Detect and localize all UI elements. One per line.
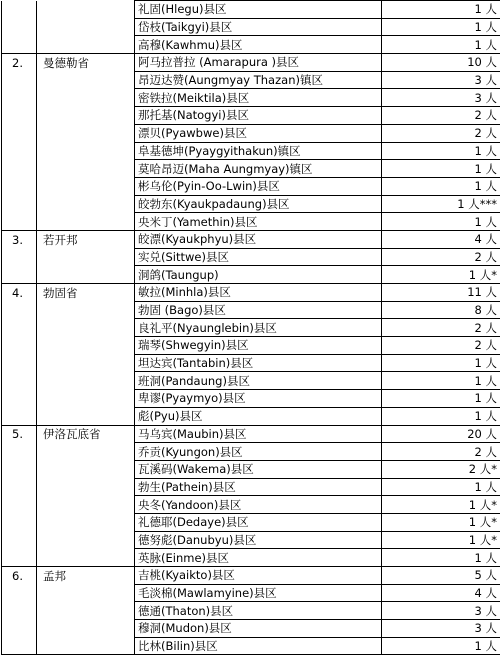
table-row [2, 337, 500, 355]
row-number [2, 620, 37, 638]
person-count: 2 人 [382, 337, 500, 355]
province-name [37, 460, 135, 478]
person-count: 5 人 [382, 567, 500, 585]
person-count: 3 人 [382, 71, 500, 89]
row-number [2, 71, 37, 89]
row-number [2, 513, 37, 531]
table-row [2, 407, 500, 425]
row-number: 3. [2, 230, 37, 248]
row-number [2, 531, 37, 549]
district-name: 德努彪(Danubyu)县区 [135, 531, 382, 549]
person-count: 1 人* [382, 266, 500, 284]
row-number [2, 584, 37, 602]
person-count: 2 人* [382, 460, 500, 478]
district-name: 毛淡棉(Mawlamyine)县区 [135, 584, 382, 602]
table-body [2, 1, 500, 655]
row-number [2, 637, 37, 655]
district-name: 阿马拉普拉 (Amarapura )县区 [135, 54, 382, 72]
table-row [2, 478, 500, 496]
table-row [2, 637, 500, 655]
person-count: 2 人 [382, 107, 500, 125]
person-count: 1 人 [382, 18, 500, 36]
row-number [2, 89, 37, 107]
table-row [2, 301, 500, 319]
province-name [37, 195, 135, 213]
person-count: 1 人 [382, 390, 500, 408]
province-name [37, 142, 135, 160]
table-row [2, 160, 500, 178]
row-number [2, 18, 37, 36]
table-row [2, 319, 500, 337]
province-name [37, 107, 135, 125]
district-name: 瑞琴(Shwegyin)县区 [135, 337, 382, 355]
table-row [2, 71, 500, 89]
table-row [2, 390, 500, 408]
district-name: 敏拉(Minhla)县区 [135, 284, 382, 302]
person-count: 1 人 [382, 354, 500, 372]
province-name [37, 354, 135, 372]
table-row [2, 567, 500, 585]
district-count-table [1, 0, 500, 655]
province-name [37, 71, 135, 89]
person-count: 1 人 [382, 1, 500, 19]
table-row [2, 1, 500, 19]
district-name: 礼德耶(Dedaye)县区 [135, 513, 382, 531]
row-number [2, 460, 37, 478]
table-row [2, 230, 500, 248]
row-number [2, 390, 37, 408]
table-row [2, 213, 500, 231]
row-number [2, 266, 37, 284]
district-name: 穆洞(Mudon)县区 [135, 620, 382, 638]
person-count: 3 人 [382, 602, 500, 620]
table-row [2, 195, 500, 213]
district-name: 高穆(Kawhmu)县区 [135, 36, 382, 54]
row-number: 2. [2, 54, 37, 72]
district-name: 岱枝(Taikgyi)县区 [135, 18, 382, 36]
province-name [37, 602, 135, 620]
table-row [2, 513, 500, 531]
province-name: 曼德勒省 [37, 54, 135, 72]
row-number [2, 319, 37, 337]
province-name: 伊洛瓦底省 [37, 425, 135, 443]
province-name: 若开邦 [37, 230, 135, 248]
province-name [37, 160, 135, 178]
province-name [37, 620, 135, 638]
person-count: 20 人 [382, 425, 500, 443]
table-row [2, 372, 500, 390]
person-count: 8 人 [382, 301, 500, 319]
row-number [2, 443, 37, 461]
province-name [37, 584, 135, 602]
district-name: 英脉(Einme)县区 [135, 549, 382, 567]
province-name [37, 496, 135, 514]
province-name [37, 248, 135, 266]
person-count: 1 人 [382, 213, 500, 231]
person-count: 1 人 [382, 478, 500, 496]
table-row [2, 549, 500, 567]
row-number [2, 337, 37, 355]
province-name [37, 531, 135, 549]
province-name [37, 89, 135, 107]
row-number [2, 36, 37, 54]
table-row [2, 248, 500, 266]
district-name: 洞鸽(Taungup) [135, 266, 382, 284]
person-count: 2 人 [382, 124, 500, 142]
row-number: 5. [2, 425, 37, 443]
person-count: 1 人 [382, 36, 500, 54]
district-name: 皎勃东(Kyaukpadaung)县区 [135, 195, 382, 213]
table-row [2, 620, 500, 638]
province-name: 孟邦 [37, 567, 135, 585]
row-number [2, 160, 37, 178]
person-count: 1 人 [382, 372, 500, 390]
district-name: 央米丁(Yamethin)县区 [135, 213, 382, 231]
province-name [37, 478, 135, 496]
table-row [2, 443, 500, 461]
province-name [37, 301, 135, 319]
district-name: 彪(Pyu)县区 [135, 407, 382, 425]
province-name [37, 443, 135, 461]
person-count: 11 人 [382, 284, 500, 302]
row-number: 4. [2, 284, 37, 302]
district-name: 良礼平(Nyaunglebin)县区 [135, 319, 382, 337]
province-name [37, 1, 135, 19]
province-name [37, 390, 135, 408]
table-row [2, 124, 500, 142]
province-name [37, 319, 135, 337]
province-name [37, 549, 135, 567]
person-count: 2 人 [382, 319, 500, 337]
person-count: 1 人 [382, 160, 500, 178]
district-name: 昂迈达赞(Aungmyay Thazan)镇区 [135, 71, 382, 89]
person-count: 3 人 [382, 89, 500, 107]
row-number [2, 372, 37, 390]
district-name: 德通(Thaton)县区 [135, 602, 382, 620]
province-name [37, 177, 135, 195]
district-name: 比林(Bilin)县区 [135, 637, 382, 655]
table-row [2, 496, 500, 514]
district-name: 卑谬(Pyaymyo)县区 [135, 390, 382, 408]
row-number [2, 496, 37, 514]
row-number [2, 478, 37, 496]
row-number [2, 549, 37, 567]
person-count: 4 人 [382, 584, 500, 602]
district-name: 乔贡(Kyungon)县区 [135, 443, 382, 461]
row-number [2, 177, 37, 195]
person-count: 1 人*** [382, 195, 500, 213]
table-row [2, 425, 500, 443]
table-row [2, 531, 500, 549]
row-number [2, 248, 37, 266]
table-row [2, 584, 500, 602]
table-row [2, 89, 500, 107]
province-name [37, 36, 135, 54]
table-row [2, 18, 500, 36]
district-name: 勃固 (Bago)县区 [135, 301, 382, 319]
table-row [2, 602, 500, 620]
person-count: 1 人 [382, 549, 500, 567]
district-name: 坦达宾(Tantabin)县区 [135, 354, 382, 372]
district-name: 阜基德坤(Pyaygyithakun)镇区 [135, 142, 382, 160]
province-name [37, 372, 135, 390]
district-name: 央冬(Yandoon)县区 [135, 496, 382, 514]
table-row [2, 142, 500, 160]
district-name: 莫哈昂迈(Maha Aungmyay)镇区 [135, 160, 382, 178]
table-row [2, 177, 500, 195]
person-count: 2 人 [382, 443, 500, 461]
person-count: 1 人* [382, 496, 500, 514]
row-number [2, 124, 37, 142]
district-name: 密铁拉(Meiktila)县区 [135, 89, 382, 107]
province-name: 勃固省 [37, 284, 135, 302]
district-name: 马乌宾(Maubin)县区 [135, 425, 382, 443]
province-name [37, 407, 135, 425]
table-row [2, 36, 500, 54]
district-name: 皎漂(Kyaukphyu)县区 [135, 230, 382, 248]
province-name [37, 513, 135, 531]
table-row [2, 54, 500, 72]
row-number [2, 354, 37, 372]
province-name [37, 266, 135, 284]
district-name: 吉桃(Kyaikto)县区 [135, 567, 382, 585]
province-name [37, 337, 135, 355]
province-name [37, 124, 135, 142]
district-name: 礼固(Hlegu)县区 [135, 1, 382, 19]
district-name: 漂贝(Pyawbwe)县区 [135, 124, 382, 142]
row-number [2, 407, 37, 425]
person-count: 10 人 [382, 54, 500, 72]
person-count: 1 人 [382, 142, 500, 160]
person-count: 1 人 [382, 637, 500, 655]
district-name: 班洞(Pandaung)县区 [135, 372, 382, 390]
person-count: 3 人 [382, 620, 500, 638]
person-count: 1 人 [382, 407, 500, 425]
district-name: 瓦溪码(Wakema)县区 [135, 460, 382, 478]
row-number [2, 195, 37, 213]
province-name [37, 18, 135, 36]
province-name [37, 637, 135, 655]
person-count: 1 人 [382, 177, 500, 195]
table-row [2, 354, 500, 372]
person-count: 1 人* [382, 513, 500, 531]
table-row [2, 107, 500, 125]
row-number: 6. [2, 567, 37, 585]
table-row [2, 266, 500, 284]
district-name: 勃生(Pathein)县区 [135, 478, 382, 496]
table-row [2, 284, 500, 302]
district-name: 那托基(Natogyi)县区 [135, 107, 382, 125]
row-number [2, 301, 37, 319]
table-row [2, 460, 500, 478]
district-name: 彬乌伦(Pyin-Oo-Lwin)县区 [135, 177, 382, 195]
row-number [2, 213, 37, 231]
row-number [2, 1, 37, 19]
district-name: 实兑(Sittwe)县区 [135, 248, 382, 266]
person-count: 1 人* [382, 531, 500, 549]
row-number [2, 602, 37, 620]
province-name [37, 213, 135, 231]
person-count: 4 人 [382, 230, 500, 248]
row-number [2, 142, 37, 160]
person-count: 2 人 [382, 248, 500, 266]
row-number [2, 107, 37, 125]
